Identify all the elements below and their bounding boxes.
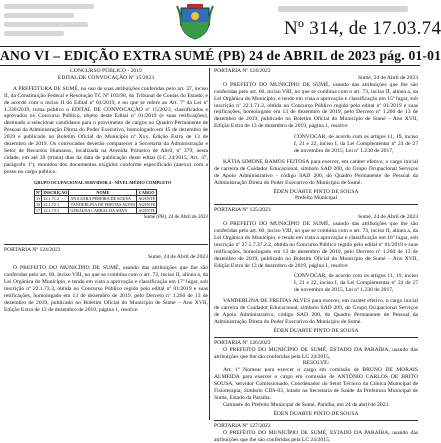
table-cell: 22.1.71.2 [42, 195, 69, 201]
concurso-title: CONCURSO PÚBLICO - 2019 [70, 68, 142, 74]
table-cell: GERALDA CABRAL DA SILVA [69, 207, 137, 213]
convocar-paragraph: CONVOCAR, de acordo com os artigos 11, 19, inciso I, 21 e 22, inciso I, da Lei Complementar nº 24 de 27 de novembro de 2015, Lei nº 1.230 de 2017, [294, 273, 418, 294]
table-cell: VANDERLINA DE FREITAS ALVES [70, 201, 136, 207]
portaria-paragraph: O PREFEITO DO MUNICÍPIO DE SUMÉ, usando das atribuições que lhe são conferidas pelo art. 60, inciso VIII, no que se combina com o art. 73, inciso II, alínea a, da Lei Orgânica do Município, e tendo em vista a aprovação e classificação em 15º lugar, sob inscrição nº 22.1.71.2, obtida no Concurso Público regido pelo edital nº 01/2019 e suas retificações, homologado em 13 de dezembro de 2019, pelo Decreto nº 1.260 de 13 de dezembro de 2019, publicado no Boletim Oficial do Município de Sumé – Ano XVII, Edição Extra de 13 de dezembro de 2019, página 1, resolve: [214, 81, 418, 130]
signature-name: ÉDEN DUARTE PINTO DE SOUSA [273, 327, 359, 334]
section-divider [214, 204, 418, 205]
section-divider [4, 244, 208, 245]
portaria-paragraph: O PREFEITO DO MUNICÍPIO DE SUMÉ, ESTADO DA PARAÍBA, usando das atribuições que lhe são conferidas pela LC 24/2015, [214, 346, 418, 360]
table-cell: 16 [36, 201, 41, 207]
left-column [4, 68, 208, 314]
portaria-date: Sumé, 24 de Abril de 2023 [148, 254, 208, 261]
portaria-number: PORTARIA Nº 127/2023 [214, 422, 271, 429]
portaria-header [4, 247, 208, 254]
masthead-rule-bottom [0, 65, 420, 66]
masthead [0, 0, 441, 46]
portaria-number: PORTARIA Nº 124/2023 [214, 68, 271, 74]
resolve-heading: RESOLVE: [302, 360, 330, 367]
table-header-row [35, 189, 157, 195]
issue-number: Nº 314, de 17.03.74 [284, 18, 441, 39]
col-header: NOME [69, 189, 137, 195]
portaria-number: PORTARIA Nº 126/2023 [214, 339, 271, 346]
table-cell: AGENTE [138, 201, 156, 207]
signature-name: ÉDEN DUARTE PINTO DE SOUSA [273, 410, 359, 417]
section-divider [214, 420, 418, 421]
table-row [35, 201, 157, 207]
issue-faded-line [278, 6, 408, 12]
candidates-table [34, 189, 157, 214]
column-divider [209, 68, 210, 420]
signature-role: Prefeito Municipal [294, 195, 338, 202]
table-cell: 17 [36, 207, 41, 213]
table-cell: AGENTE [138, 195, 156, 201]
portaria-number: PORTARIA Nº 125/2023 [214, 207, 271, 214]
masthead-rule-top [0, 46, 420, 47]
signature-name: ÉDEN DUARTE PINTO DE SOUSA [273, 188, 359, 195]
right-column [214, 68, 418, 443]
table-cell: 15 [36, 195, 41, 201]
portaria-paragraph: O PREFEITO DO MUNICÍPIO DE SUMÉ, usando das atribuições que lhe são conferidas pelo art. 60, inciso VIII, no que se combina com o art. 73, inciso II, alínea a, da Lei Orgânica do Município, e tendo em vista a aprovação e classificação em 16º lugar, sob inscrição nº 27.5.7.37.2.2, obtida no Concurso Público regido pelo edital nº 01/2019 e suas retificações, homologado em 13 de dezembro de 2019, pelo Decreto nº 1.260 de 13 de dezembro de 2019, publicado no Boletim Oficial do Município de Sumé – Ano XVII, Edição Extra de 13 de dezembro de 2019, página 1, resolve: [214, 221, 418, 269]
municipal-coat-of-arms-icon [175, 2, 215, 42]
col-header: Nº [36, 189, 41, 195]
issue-block [258, 0, 441, 44]
section-divider [214, 337, 418, 338]
col-header: CARGO [137, 189, 157, 195]
portaria-number: PORTARIA Nº 124/2023 [4, 247, 61, 254]
table-cell: 22.1.73.3 [42, 207, 69, 213]
table-footer-date: Sumé (PB), 24 de Abril de 2023 [143, 214, 208, 220]
table-cell: AGENTE [138, 207, 156, 213]
table-row [35, 195, 157, 201]
portaria-paragraph: O PREFEITO DO MUNICÍPIO DE SUMÉ, usando das atribuições que lhe são conferidas pelo art. 60, inciso VIII, no que se combina com o art. 73, inciso II, alínea a, da Lei Orgânica do Município, e tendo em vista a aprovação e classificação em 17º lugar, sob inscrição nº 22.1.73.3, obtida no Concurso Público regido pelo edital nº 01/2019 e suas retificações, homologado em 13 de dezembro de 2019, pelo Decreto nº 1.260 de 13 de dezembro de 2019, publicado no Boletim Oficial do Município de Sumé – Ano XVII, Edição Extra de 13 de dezembro de 2019, página 1, resolve: [4, 265, 208, 313]
closing-paragraph: Gabinete do Prefeito Municipal de Sumé, Paraíba, em 24 de abril de 2023. [223, 401, 390, 408]
portaria-date: Sumé, 24 de Abril de 2023 [358, 214, 418, 221]
edition-headline: ANO VI – EDIÇÃO EXTRA SUMÉ (PB) 24 de ABRIL de 2023 pág. 01-01 [0, 48, 441, 63]
convocar-paragraph: CONVOCAR, de acordo com os artigos 11, 19, inciso I, 21 e 22, inciso I, da Lei Complementar nº 24 de 27 de novembro de 2015, Lei nº 1.230 de 2017, [294, 134, 418, 154]
masthead-left-faded-text [4, 0, 104, 42]
nomination-paragraph: KÁTIA SIMONE RAMOS FEITOSA para exercer, em caráter efetivo, o cargo inicial de carreira de Cuidador Educacional, símbolo SAD 200, do Grupo Ocupacional Serviços de Apoio Administrativo - código SAD 200, do Quadro Permanente de Pessoal da Administração Direta do Poder Executivo do Município de Sumé. [214, 158, 418, 186]
table-cell: 22.1.72.1 [42, 201, 69, 207]
edital-title: EDITAL DE CONVOCAÇÃO Nº 15/2023 [57, 74, 155, 81]
portaria-date: Sumé, 24 de Abril de 2023 [358, 74, 418, 81]
table-caption: GRUPO OCUPACIONAL SERVIDOR 4 - NÍVEL MÉDIO COMPLETO [34, 179, 172, 185]
table-cell: ANA SARA PEREIRA DE SOUSA [69, 195, 137, 201]
col-header: INSCRIÇÃO [43, 189, 68, 195]
edital-paragraph: A PREFEITURA DE SUMÉ, no uso de suas atribuições conferidas pelo art. 37, inciso II, da Constituição Federal e Resolução TC Nº 103/98, do Tribunal de Contas do Estado, e de acordo com o inciso II do Edital nº 01/2019, e no que se refere ao Art. 7º da Lei nº 1.230/2019, torna público o EDITAL DE CONVOCAÇÃO nº 15/2023, classificados e aprovados no Concurso Público, objeto deste Edital nº 01/2019 (e suas retificações), destinado a selecionar candidatos para o provimento de cargos no Quadro Permanente de Pessoal da Administração Direta do Poder Executivo, homologado em 15 de dezembro de 2019 e publicado no Boletim Oficial do Município nº Xxx, Edição Extra de 13 de dezembro de 2019. Os convocados deverão comparecer à Secretaria da Administração e Setor de Recursos Humanos, localizada na Avenida Primeiro de Abril, nº 379, nesta cidade, em até 30 (trinta) dias da data de publicação deste edital (LC 24/2015, Art. 37, parágrafo 1º), munidos dos documentos exigidos conforme especificado (anexo) com a posse no cargo público. [4, 85, 208, 175]
nomination-paragraph: VANDERLINA DE FREITAS ALVES para exercer, em caráter efetivo, o cargo inicial de carreira de Cuidador Educacional, símbolo SAD 209, do Grupo Ocupacional Serviços de Apoio Administrativo, código SAD 200, do Quadro Permanente de Pessoal da Administração Direta do Poder Executivo do Município de Sumé. [214, 298, 418, 325]
portaria-paragraph: O PREFEITO DO MUNICÍPIO DE SUMÉ, ESTADO DA PARAÍBA, usando das atribuições que lhe são conferidas pela LC 24/2015, [214, 429, 418, 443]
article-paragraph: Art. 1º Nomear para exercer o cargo em comissão de BRUNO DE MORAIS ALMEIDA para exercer o cargo em comissão de ANTÔNIO CARLOS DE BRITO SOUSA, servidor Comissionado, Coordenador do Setor Técnico da Clínica Municipal de Fisioterapia, Símbolo CDS-03, lotado na Secretaria de Saúde da Prefeitura Municipal de Sumé, Estado da Paraíba. [214, 367, 418, 401]
table-row [35, 207, 157, 213]
